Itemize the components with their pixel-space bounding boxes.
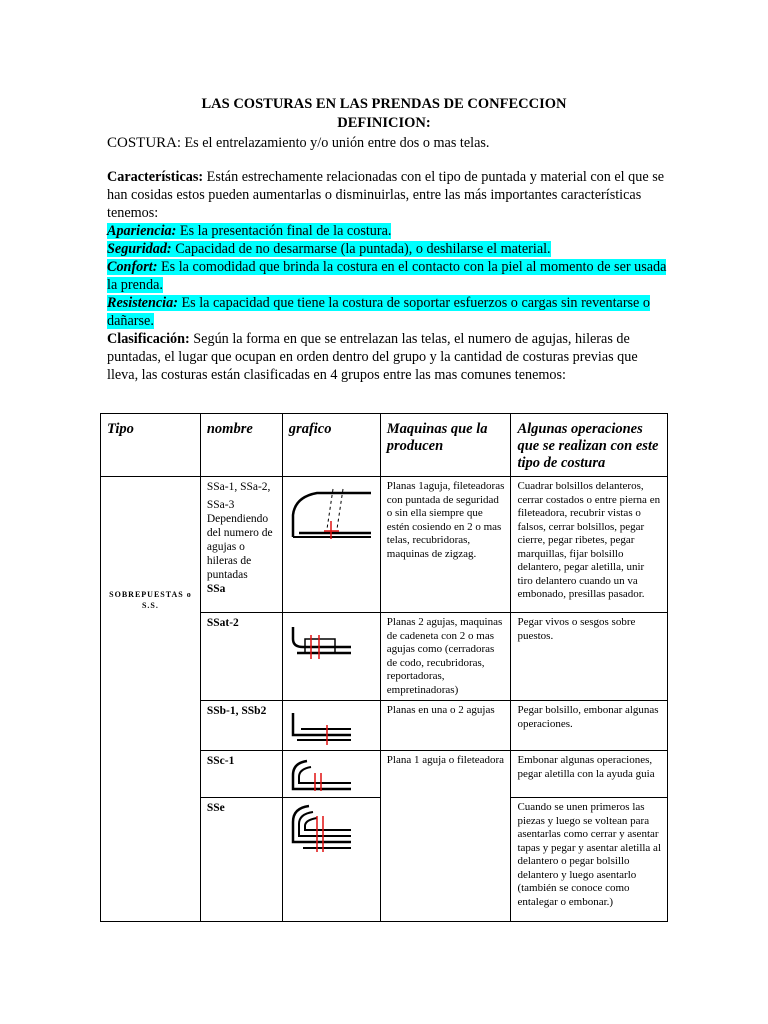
apariencia-text: Es la presentación final de la costura. xyxy=(176,223,392,239)
operaciones-cell: Pegar vivos o sesgos sobre puestos. xyxy=(511,613,668,701)
operaciones-cell: Cuando se unen primeros las piezas y luego se voltean para asentarlas como cerrar y asentar tapas y pegar y asentar aletilla al delantero o pegar bolsillo delantero y luego asentarlo (también se conoce como entalegar o embonar.) xyxy=(511,798,668,922)
resistencia-text: Es la capacidad que tiene la costura de soportar esfuerzos o cargas sin reventarse o dañarse. xyxy=(107,295,650,329)
nombre-cell: SSc-1 xyxy=(200,751,282,798)
maquinas-cell: Planas 2 agujas, maquinas de cadeneta con 2 o mas agujas como (cerradoras de codo, recubridoras, reportadoras, empretinadoras) xyxy=(380,613,511,701)
costura-text: : Es el entrelazamiento y/o unión entre dos o mas telas. xyxy=(177,135,490,151)
document-title: LAS COSTURAS EN LAS PRENDAS DE CONFECCION xyxy=(201,96,567,112)
nombre-cell: SSe xyxy=(200,798,282,922)
seam-ssb-graphic xyxy=(287,705,357,745)
seguridad-term: Seguridad: xyxy=(107,241,172,257)
header-maquinas: Maquinas que la producen xyxy=(380,414,511,477)
confort-term: Confort: xyxy=(107,259,158,275)
nombre-line: SSa-1, SSa-2, xyxy=(206,481,271,493)
costura-term: COSTURA xyxy=(107,135,178,151)
operaciones-cell: Embonar algunas operaciones, pegar aletilla con la ayuda guia xyxy=(511,751,668,798)
costura-definition xyxy=(107,134,667,152)
table-row xyxy=(101,477,668,613)
apariencia-term: Apariencia: xyxy=(107,223,177,239)
confort-item xyxy=(107,258,667,294)
confort-text: Es la comodidad que brinda la costura en el contacto con la piel al momento de ser usada la prenda. xyxy=(107,259,667,293)
grafico-cell xyxy=(282,477,380,613)
header-nombre: nombre xyxy=(200,414,282,477)
grafico-cell xyxy=(282,613,380,701)
tipo-label xyxy=(103,589,198,611)
clasificacion-paragraph xyxy=(107,330,667,384)
maquinas-cell: Planas en una o 2 agujas xyxy=(380,701,511,751)
grafico-cell xyxy=(282,798,380,922)
operaciones-cell: Cuadrar bolsillos delanteros, cerrar costados o entre pierna en fileteadora, recubrir vistas o falsos, cerrar bolsillos, pegar cierre, pegar ribetes, pegar marquillas, fijar bolsillo delantero, pegar aletilla, unir tiro delantero cuando un va embonado, presillas pasador. xyxy=(511,477,668,613)
nombre-cell xyxy=(200,477,282,613)
table-header-row xyxy=(101,414,668,477)
tipo-label-line1: SOBREPUESTAS o xyxy=(109,590,192,599)
maquinas-cell: Planas 1aguja, fileteadoras con puntada de seguridad o sin ella siempre que estén cosiendo en 2 o mas telas, recubridoras, maquinas de zigzag. xyxy=(380,477,511,613)
header-tipo: Tipo xyxy=(101,414,201,477)
nombre-cell: SSb-1, SSb2 xyxy=(200,701,282,751)
resistencia-item xyxy=(107,294,667,330)
header-operaciones: Algunas operaciones que se realizan con este tipo de costura xyxy=(511,414,668,477)
grafico-cell xyxy=(282,701,380,751)
seam-ssat-graphic xyxy=(287,617,357,661)
apariencia-item xyxy=(107,222,667,240)
caracteristicas-paragraph xyxy=(107,168,667,222)
caracteristicas-term: Características: xyxy=(107,169,204,185)
nombre-cell: SSat-2 xyxy=(200,613,282,701)
grafico-cell xyxy=(282,751,380,798)
clasificacion-text: Según la forma en que se entrelazan las telas, el numero de agujas, hileras de puntadas, el lugar que ocupan en orden dentro del grupo y la cantidad de costuras previas que lleva, las costuras están clasificadas en 4 grupos entre las mas comunes tenemos: xyxy=(107,331,638,383)
resistencia-term: Resistencia: xyxy=(107,295,178,311)
tipo-cell xyxy=(101,477,201,922)
section-heading-definicion: DEFINICION: xyxy=(337,115,431,131)
clasificacion-term: Clasificación: xyxy=(107,331,190,347)
seguridad-item xyxy=(107,240,667,258)
seguridad-text: Capacidad de no desarmarse (la puntada), o deshilarse el material. xyxy=(171,241,551,257)
nombre-line: SSa-3 xyxy=(206,499,235,511)
tipo-label-line2: S.S. xyxy=(141,601,159,610)
seam-ssa-graphic xyxy=(287,481,375,541)
caracteristicas-text: Están estrechamente relacionadas con el tipo de puntada y material con el que se han cosidas estos pueden aumentarlas o disminuirlas, entre las más importantes características tenemos: xyxy=(107,169,665,221)
costuras-table xyxy=(100,413,668,922)
maquinas-cell: Plana 1 aguja o fileteadora xyxy=(380,751,511,922)
seam-sse-graphic xyxy=(287,802,357,852)
header-grafico: grafico xyxy=(282,414,380,477)
nombre-description: Dependiendo del numero de agujas o hileras de puntadas xyxy=(206,513,273,581)
seam-ssc-graphic xyxy=(287,755,357,793)
nombre-code: SSa xyxy=(206,583,226,595)
operaciones-cell: Pegar bolsillo, embonar algunas operaciones. xyxy=(511,701,668,751)
